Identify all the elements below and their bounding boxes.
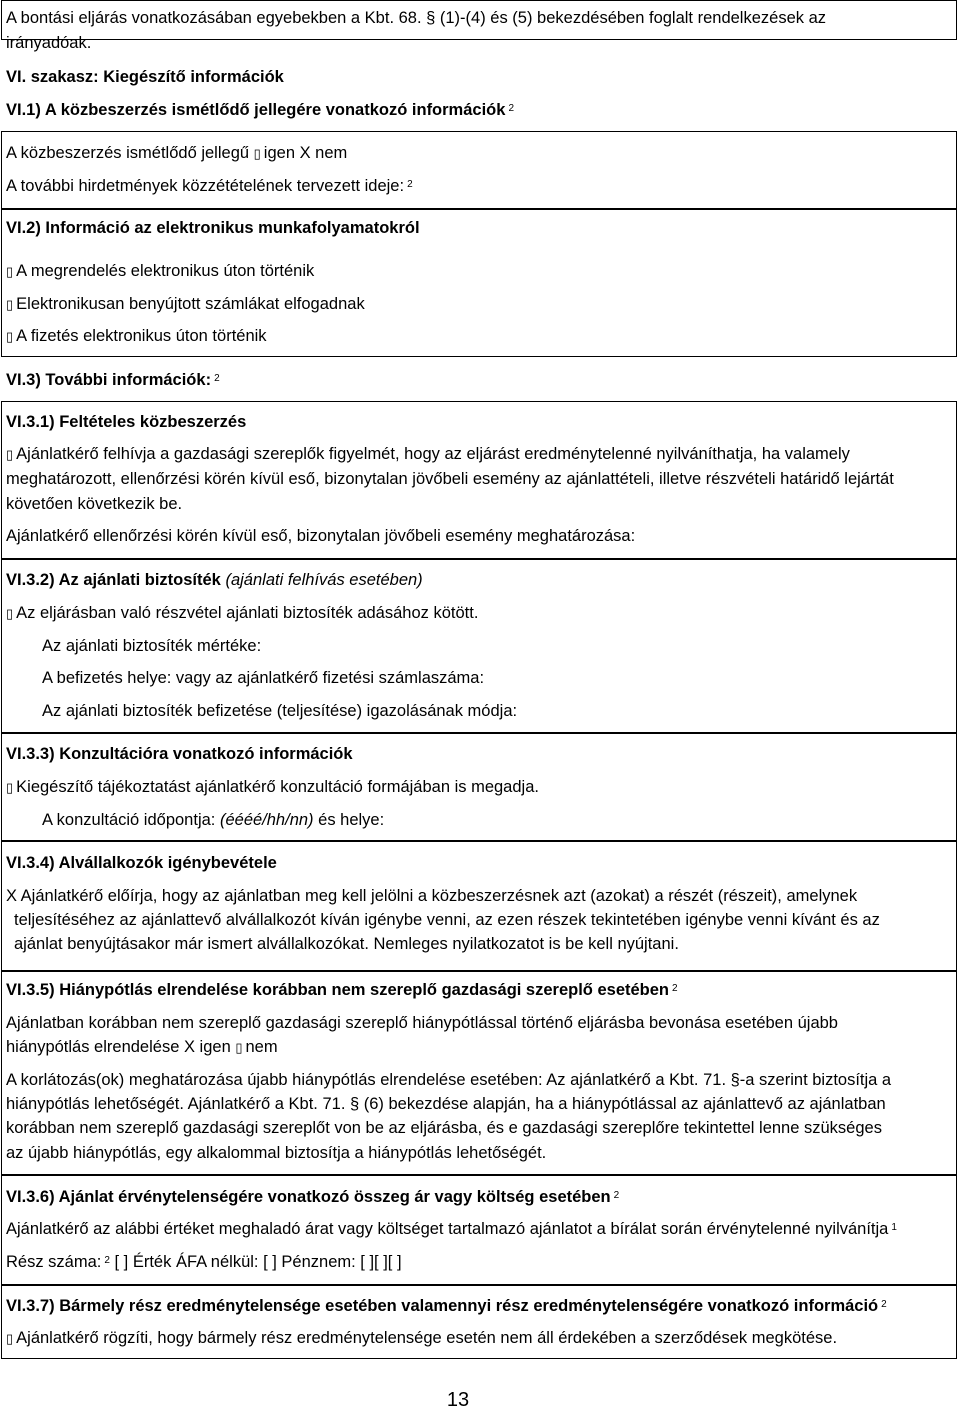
vi36-text: Ajánlatkérő az alábbi értéket meghaladó árat vagy költséget tartalmazó ajánlatot a bírálat során érvénytelenné nyilvánítja $^1$ xyxy=(6,1220,897,1238)
vi35-text: Ajánlatban korábban nem szereplő gazdasági szereplő hiánypótlással történő eljárásba bevonása esetében újabb xyxy=(6,1014,838,1032)
vi3-title: VI.3) További információk: $^2$ xyxy=(6,371,220,389)
vi37-title: VI.3.7) Bármely rész eredménytelensége esetében valamennyi rész eredménytelenségére vonatkozó információ $^2$ xyxy=(6,1297,887,1315)
vi31-text: Ajánlatkérő ellenőrzési körén kívül eső, bizonytalan jövőbeli esemény meghatározása: xyxy=(6,527,636,545)
vi35-title: VI.3.5) Hiánypótlás elrendelése korábban nem szereplő gazdasági szereplő esetében $^2$ xyxy=(6,981,678,999)
vi34-text: X Ajánlatkérő előírja, hogy az ajánlatban meg kell jelölni a közbeszerzésnek azt (azokat) a részét (részeit), amelynek xyxy=(6,887,858,905)
vi35-text: korábban nem szereplő gazdasági szereplőt von be az eljárásba, és e gazdasági szereplőre tekintettel lenne szükséges xyxy=(6,1119,882,1137)
vi1-title: VI.1) A közbeszerzés ismétlődő jellegére vonatkozó információk $^2$ xyxy=(6,101,514,119)
vi34-text: teljesítéséhez az ajánlattevő alvállalkozót kíván igénybe venni, az ezen részek tekintetében igénybe venni kívánt és az xyxy=(14,911,880,929)
vi36-text: Rész száma: $^2$ [ ] Érték ÁFA nélkül: [ ] Pénznem: [ ][ ][ ] xyxy=(6,1253,402,1271)
vi31-text: meghatározott, ellenőrzési körén kívül eső, bizonytalan jövőbeli esemény az ajánlattételi, illetve részvételi határidő lejártát xyxy=(6,470,894,488)
page-number: 13 xyxy=(446,1389,470,1411)
section-title-text: VI. szakasz: Kiegészítő információk xyxy=(6,68,284,86)
checkbox-icon[interactable]: ▯ xyxy=(6,329,14,344)
checkbox-icon[interactable]: ▯ xyxy=(6,297,14,312)
intro-line: irányadóak. xyxy=(6,34,92,52)
vi33-text: A konzultáció időpontja: (éééé/hh/nn) és helye: xyxy=(42,811,385,829)
vi2-item: ▯ A fizetés elektronikus úton történik xyxy=(6,327,267,345)
vi35-text: A korlátozás(ok) meghatározása újabb hiánypótlás elrendelése esetében: Az ajánlatkérő a Kbt. 71. §-a szerint biztosítja a xyxy=(6,1071,892,1089)
vi32-text: A befizetés helye: vagy az ajánlatkérő fizetési számlaszáma: xyxy=(42,669,485,687)
vi35-text: hiánypótlás lehetőségét. Ajánlatkérő a Kbt. 71. § (6) bekezdése alapján, ha a hiánypótlással az ajánlattevő az ajánlatban xyxy=(6,1095,886,1113)
vi2-item: ▯ Elektronikusan benyújtott számlákat elfogadnak xyxy=(6,295,365,313)
intro-line: A bontási eljárás vonatkozásában egyebekben a Kbt. 68. § (1)-(4) és (5) bekezdésében foglalt rendelkezések az xyxy=(6,9,827,27)
vi32-text: ▯ Az eljárásban való részvétel ajánlati biztosíték adásához kötött. xyxy=(6,604,479,622)
vi31-title: VI.3.1) Feltételes közbeszerzés xyxy=(6,413,247,431)
vi34-title: VI.3.4) Alvállalkozók igénybevétele xyxy=(6,854,277,872)
vi33-text: ▯ Kiegészítő tájékoztatást ajánlatkérő konzultáció formájában is megadja. xyxy=(6,778,539,796)
vi2-title: VI.2) Információ az elektronikus munkafolyamatokról xyxy=(6,219,420,237)
checkbox-icon[interactable]: ▯ xyxy=(6,780,14,795)
vi32-text: Az ajánlati biztosíték mértéke: xyxy=(42,637,262,655)
vi32-text: Az ajánlati biztosíték befizetése (teljesítése) igazolásának módja: xyxy=(42,702,518,720)
checkbox-icon[interactable]: ▯ xyxy=(6,264,14,279)
vi37-text: ▯ Ajánlatkérő rögzíti, hogy bármely rész eredménytelensége esetén nem áll érdekében a szerződések megkötése. xyxy=(6,1329,838,1347)
vi36-title: VI.3.6) Ajánlat érvénytelenségére vonatkozó összeg ár vagy költség esetében $^2$ xyxy=(6,1188,620,1206)
timing-row: A további hirdetmények közzétételének tervezett ideje: $^2$ xyxy=(6,177,413,195)
checkbox-icon[interactable]: ▯ xyxy=(6,606,14,621)
section-title xyxy=(6,67,284,87)
recurring-row: A közbeszerzés ismétlődő jellegű ▯ igen X nem xyxy=(6,144,348,162)
vi35-text: hiánypótlás elrendelése X igen ▯ nem xyxy=(6,1038,278,1056)
checkbox-icon[interactable]: ▯ xyxy=(235,1040,243,1055)
vi31-text: ▯ Ajánlatkérő felhívja a gazdasági szereplők figyelmét, hogy az eljárást eredménytelenné nyilváníthatja, ha valamely xyxy=(6,445,850,463)
checkbox-icon[interactable]: ▯ xyxy=(6,447,14,462)
vi33-title: VI.3.3) Konzultációra vonatkozó információk xyxy=(6,745,353,763)
checkbox-icon[interactable]: ▯ xyxy=(253,146,261,161)
checkbox-icon[interactable]: ▯ xyxy=(6,1331,14,1346)
vi32-title: VI.3.2) Az ajánlati biztosíték (ajánlati felhívás esetében) xyxy=(6,571,423,589)
vi35-text: az újabb hiánypótlás, egy alkalommal biztosítja a hiánypótlás lehetőségét. xyxy=(6,1144,547,1162)
vi2-item: ▯ A megrendelés elektronikus úton történik xyxy=(6,262,315,280)
vi34-text: ajánlat benyújtásakor már ismert alvállalkozókat. Nemleges nyilatkozatot is be kell nyújtani. xyxy=(14,935,679,953)
vi31-text: követően következik be. xyxy=(6,495,183,513)
